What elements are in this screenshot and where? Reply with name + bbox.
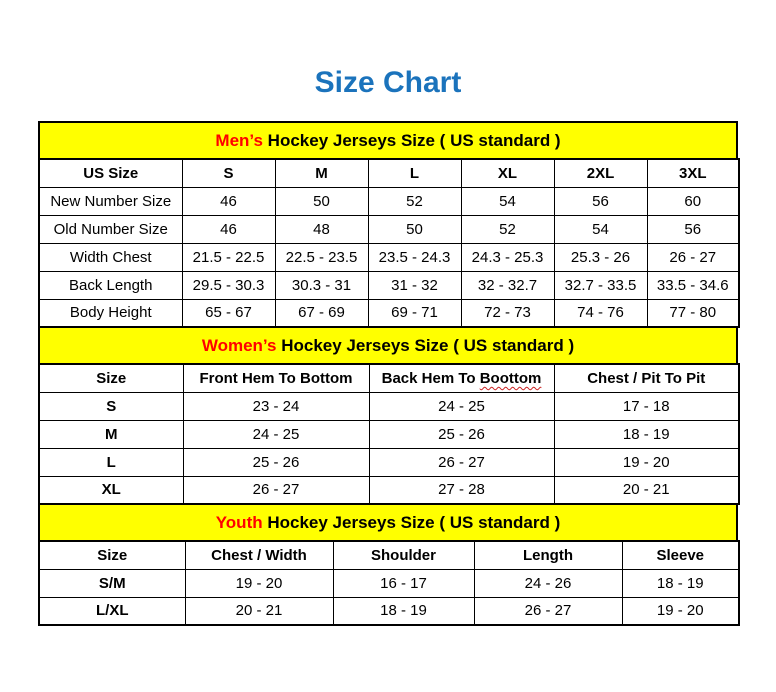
column-header: 3XL bbox=[647, 159, 739, 187]
size-cell: 69 - 71 bbox=[368, 299, 461, 327]
column-header: Chest / Width bbox=[185, 541, 333, 569]
row-label: XL bbox=[39, 476, 183, 504]
size-cell: 18 - 19 bbox=[622, 569, 739, 597]
column-header: Size bbox=[39, 364, 183, 392]
row-label: L/XL bbox=[39, 597, 185, 625]
section-header-womens bbox=[38, 326, 738, 365]
size-cell: 67 - 69 bbox=[275, 299, 368, 327]
section-title-text: Hockey Jerseys Size ( US standard ) bbox=[262, 512, 561, 532]
table-row bbox=[39, 299, 739, 327]
size-cell: 46 bbox=[182, 215, 275, 243]
size-cell: 19 - 20 bbox=[554, 448, 739, 476]
row-label: Back Length bbox=[39, 271, 182, 299]
size-cell: 54 bbox=[461, 187, 554, 215]
column-header: Size bbox=[39, 541, 185, 569]
size-cell: 21.5 - 22.5 bbox=[182, 243, 275, 271]
table-row bbox=[39, 476, 739, 504]
size-cell: 25.3 - 26 bbox=[554, 243, 647, 271]
table-row bbox=[39, 569, 739, 597]
size-cell: 48 bbox=[275, 215, 368, 243]
size-cell: 54 bbox=[554, 215, 647, 243]
table-row bbox=[39, 392, 739, 420]
row-label: S bbox=[39, 392, 183, 420]
size-chart-tables bbox=[38, 121, 738, 626]
section-title-highlight: Youth bbox=[215, 512, 263, 532]
size-cell: 18 - 19 bbox=[333, 597, 474, 625]
size-cell: 26 - 27 bbox=[647, 243, 739, 271]
size-cell: 46 bbox=[182, 187, 275, 215]
size-cell: 52 bbox=[461, 215, 554, 243]
size-cell: 26 - 27 bbox=[369, 448, 554, 476]
size-cell: 60 bbox=[647, 187, 739, 215]
size-cell: 16 - 17 bbox=[333, 569, 474, 597]
column-header: 2XL bbox=[554, 159, 647, 187]
size-cell: 65 - 67 bbox=[182, 299, 275, 327]
column-header: Sleeve bbox=[622, 541, 739, 569]
column-header: Back Hem To Boottom bbox=[369, 364, 554, 392]
section-header-mens bbox=[38, 121, 738, 160]
size-cell: 20 - 21 bbox=[185, 597, 333, 625]
size-cell: 25 - 26 bbox=[369, 420, 554, 448]
table-row bbox=[39, 420, 739, 448]
size-cell: 33.5 - 34.6 bbox=[647, 271, 739, 299]
column-header: L bbox=[368, 159, 461, 187]
section-title-highlight: Women’s bbox=[201, 335, 277, 355]
table-row bbox=[39, 243, 739, 271]
size-cell: 29.5 - 30.3 bbox=[182, 271, 275, 299]
misspelled-word: Boottom bbox=[479, 369, 542, 387]
table-row bbox=[39, 187, 739, 215]
table-row bbox=[39, 271, 739, 299]
row-label: New Number Size bbox=[39, 187, 182, 215]
size-cell: 32.7 - 33.5 bbox=[554, 271, 647, 299]
size-cell: 17 - 18 bbox=[554, 392, 739, 420]
womens-size-table bbox=[38, 363, 740, 505]
size-cell: 19 - 20 bbox=[622, 597, 739, 625]
page-title: Size Chart bbox=[314, 66, 462, 99]
size-cell: 19 - 20 bbox=[185, 569, 333, 597]
column-header: US Size bbox=[39, 159, 182, 187]
table-row bbox=[39, 448, 739, 476]
row-label: M bbox=[39, 420, 183, 448]
size-cell: 22.5 - 23.5 bbox=[275, 243, 368, 271]
size-cell: 56 bbox=[554, 187, 647, 215]
column-header: M bbox=[275, 159, 368, 187]
section-title-text: Hockey Jerseys Size ( US standard ) bbox=[262, 130, 561, 150]
row-label: Old Number Size bbox=[39, 215, 182, 243]
size-cell: 31 - 32 bbox=[368, 271, 461, 299]
size-cell: 50 bbox=[275, 187, 368, 215]
column-header-row bbox=[39, 541, 739, 569]
table-row bbox=[39, 215, 739, 243]
size-cell: 27 - 28 bbox=[369, 476, 554, 504]
row-label: Body Height bbox=[39, 299, 182, 327]
size-cell: 74 - 76 bbox=[554, 299, 647, 327]
row-label: Width Chest bbox=[39, 243, 182, 271]
column-header: Front Hem To Bottom bbox=[183, 364, 369, 392]
size-cell: 23 - 24 bbox=[183, 392, 369, 420]
column-header-row bbox=[39, 364, 739, 392]
size-cell: 56 bbox=[647, 215, 739, 243]
table-row bbox=[39, 597, 739, 625]
size-cell: 30.3 - 31 bbox=[275, 271, 368, 299]
size-cell: 72 - 73 bbox=[461, 299, 554, 327]
youth-size-table bbox=[38, 540, 740, 626]
row-label: L bbox=[39, 448, 183, 476]
size-cell: 32 - 32.7 bbox=[461, 271, 554, 299]
column-header: S bbox=[182, 159, 275, 187]
size-cell: 24 - 25 bbox=[369, 392, 554, 420]
section-title-text: Hockey Jerseys Size ( US standard ) bbox=[276, 335, 575, 355]
section-title-highlight: Men’s bbox=[215, 130, 263, 150]
size-cell: 23.5 - 24.3 bbox=[368, 243, 461, 271]
row-label: S/M bbox=[39, 569, 185, 597]
size-cell: 24 - 25 bbox=[183, 420, 369, 448]
size-cell: 20 - 21 bbox=[554, 476, 739, 504]
size-cell: 26 - 27 bbox=[183, 476, 369, 504]
size-cell: 24 - 26 bbox=[474, 569, 622, 597]
column-header-row bbox=[39, 159, 739, 187]
mens-size-table bbox=[38, 158, 740, 328]
section-header-youth bbox=[38, 503, 738, 542]
size-cell: 25 - 26 bbox=[183, 448, 369, 476]
size-cell: 24.3 - 25.3 bbox=[461, 243, 554, 271]
size-cell: 50 bbox=[368, 215, 461, 243]
size-cell: 77 - 80 bbox=[647, 299, 739, 327]
column-header: Length bbox=[474, 541, 622, 569]
column-header: Chest / Pit To Pit bbox=[554, 364, 739, 392]
size-cell: 18 - 19 bbox=[554, 420, 739, 448]
size-cell: 26 - 27 bbox=[474, 597, 622, 625]
column-header: Shoulder bbox=[333, 541, 474, 569]
column-header: XL bbox=[461, 159, 554, 187]
size-cell: 52 bbox=[368, 187, 461, 215]
